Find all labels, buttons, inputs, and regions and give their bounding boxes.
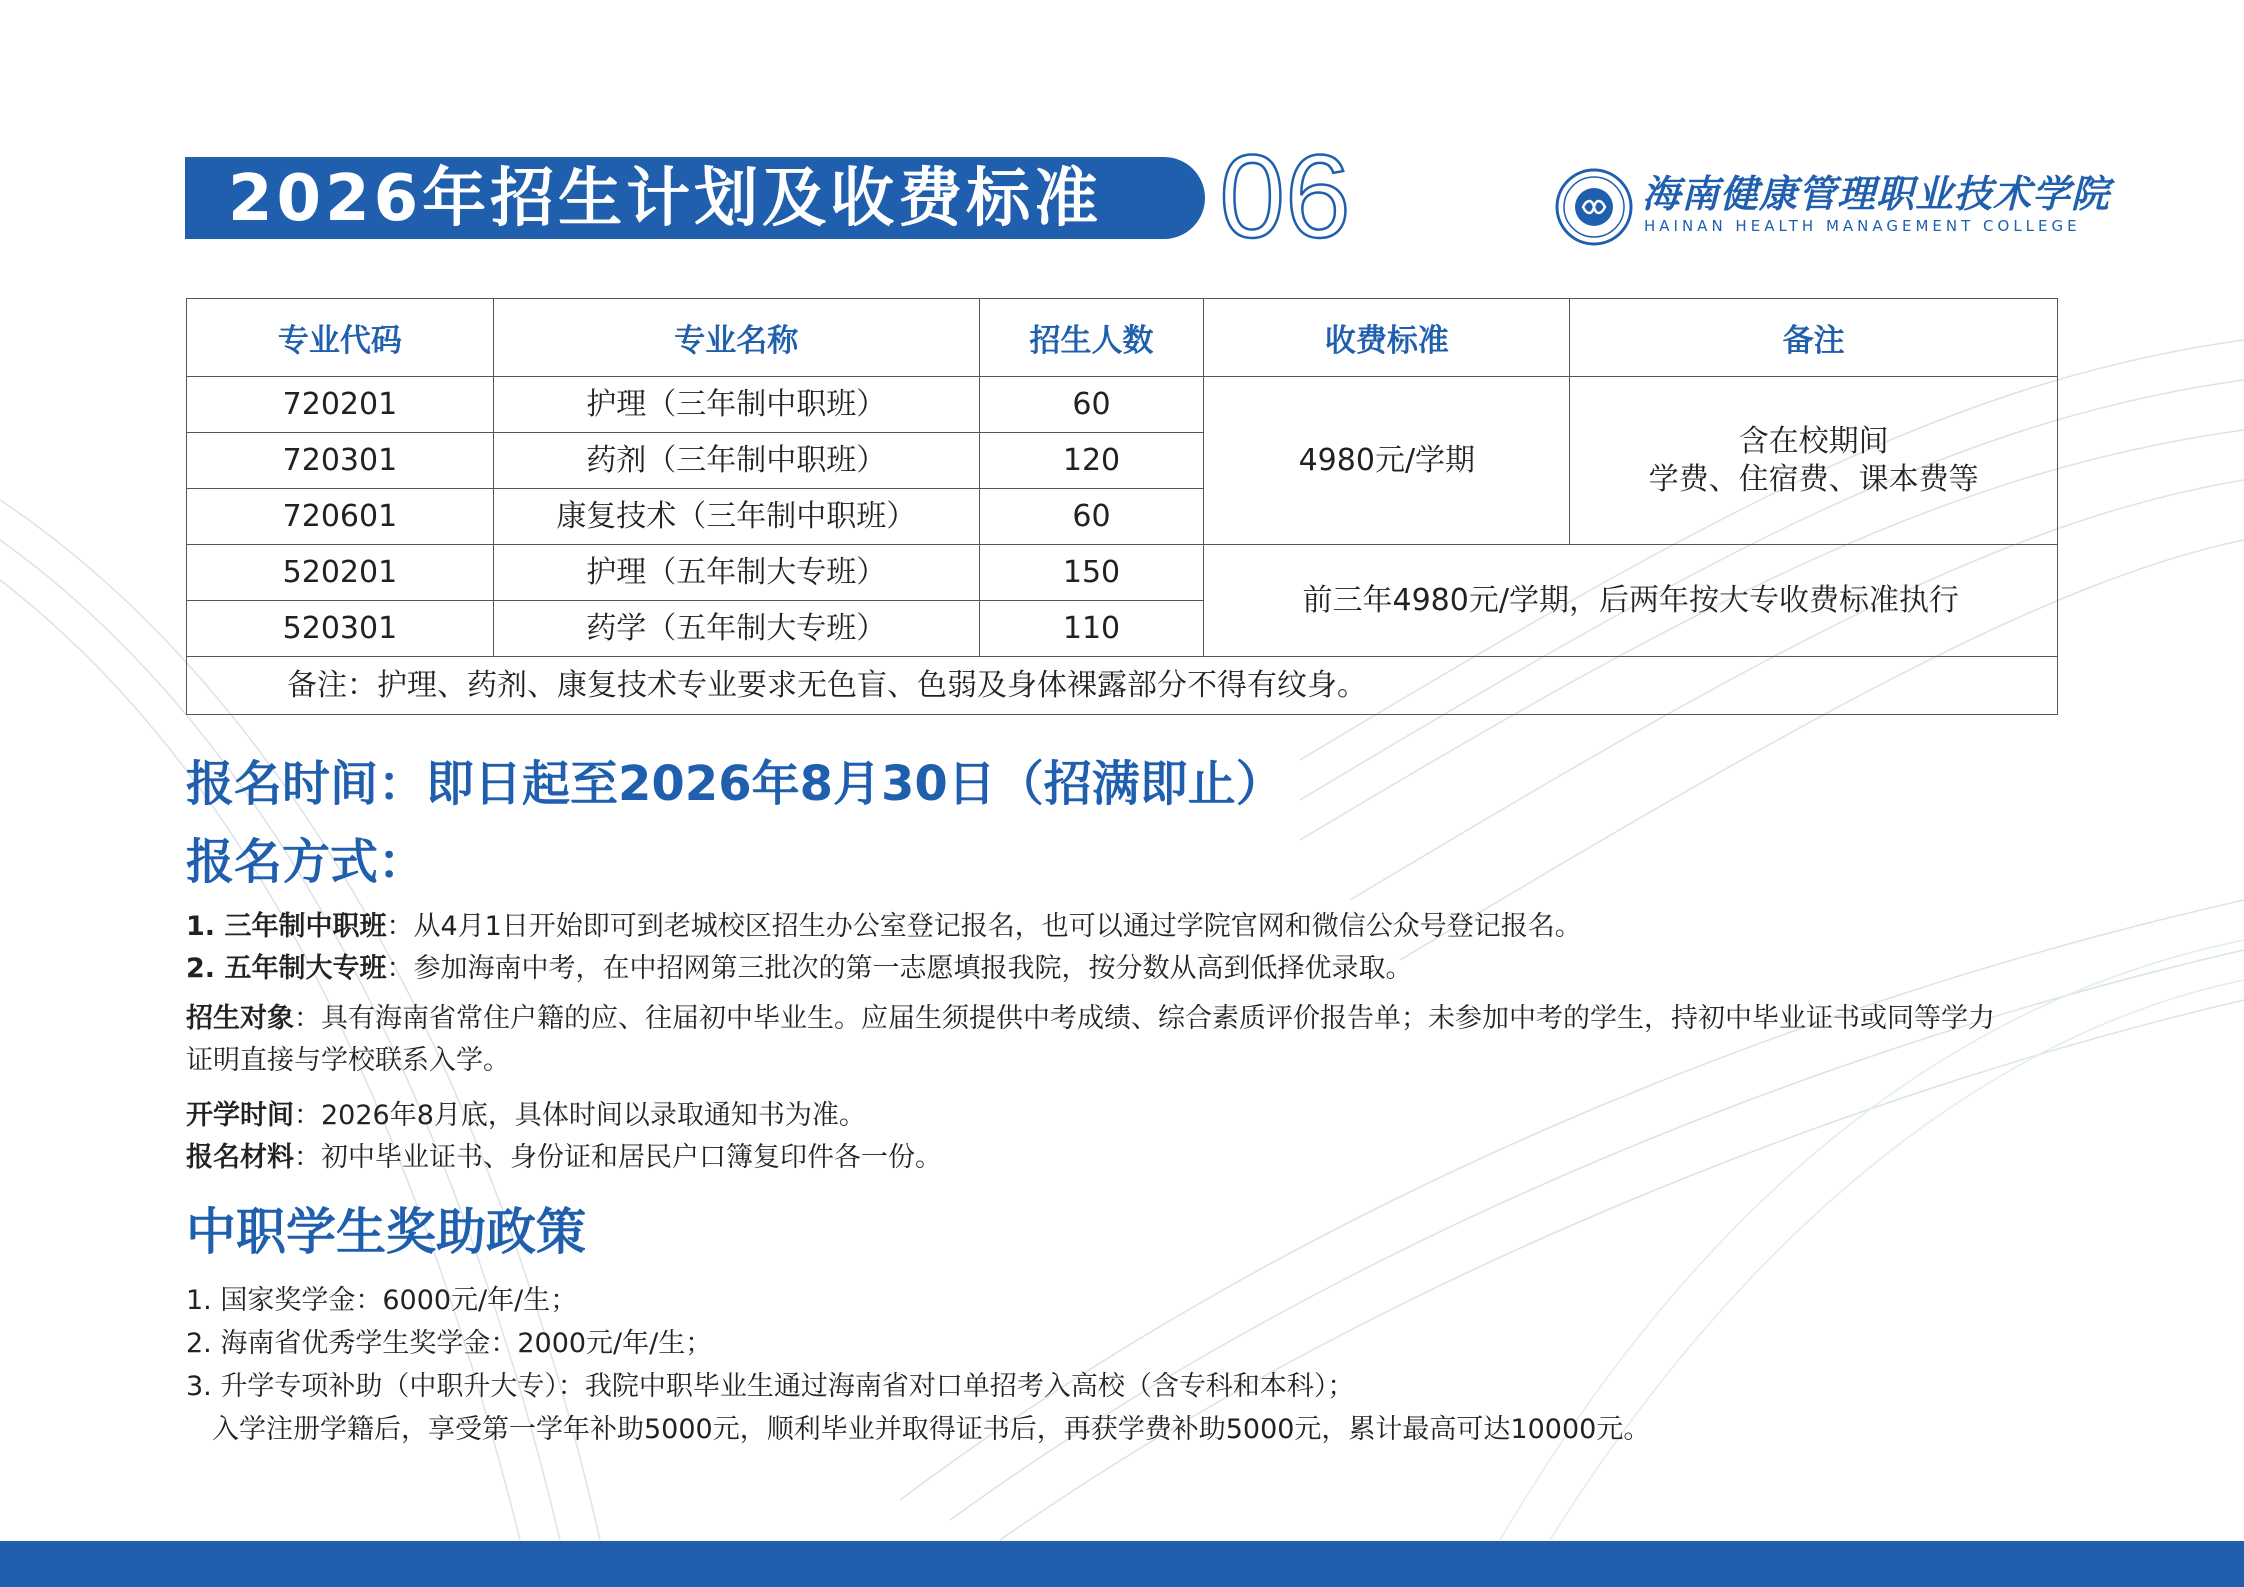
major-name: 护理（三年制中职班）	[493, 377, 979, 433]
enrollment-count: 110	[979, 601, 1204, 657]
table-note-row	[187, 657, 2058, 715]
method-item-1-text: ：从4月1日开始即可到老城校区招生办公室登记报名，也可以通过学院官网和微信公众号登记报名。	[386, 911, 1582, 942]
major-name: 药剂（三年制中职班）	[493, 433, 979, 489]
registration-materials	[186, 1137, 942, 1179]
enrollment-count: 150	[979, 545, 1204, 601]
registration-method-heading: 报名方式：	[186, 834, 427, 890]
major-name: 护理（五年制大专班）	[493, 545, 979, 601]
table-row	[187, 545, 2058, 601]
scholarship-item-3: 3. 升学专项补助（中职升大专）：我院中职毕业生通过海南省对口单招考入高校（含专科和本科）；	[186, 1371, 1355, 1402]
enrollment-target-label: 招生对象	[186, 1003, 294, 1034]
scholarship-item-1: 1. 国家奖学金：6000元/年/生；	[186, 1285, 578, 1316]
enrollment-count: 120	[979, 433, 1204, 489]
fee-five-year: 前三年4980元/学期，后两年按大专收费标准执行	[1204, 545, 2058, 657]
major-code: 720601	[187, 489, 494, 545]
table-row	[187, 377, 2058, 433]
registration-time-heading: 报名时间：即日起至2026年8月30日（招满即止）	[186, 756, 1284, 812]
major-name: 药学（五年制大专班）	[493, 601, 979, 657]
school-start-label: 开学时间	[186, 1100, 294, 1131]
method-item-2-text: ：参加海南中考，在中招网第三批次的第一志愿填报我院，按分数从高到低择优录取。	[386, 953, 1413, 984]
major-name: 康复技术（三年制中职班）	[493, 489, 979, 545]
enrollment-count: 60	[979, 489, 1204, 545]
page-title: 2026年招生计划及收费标准	[228, 162, 1103, 236]
header-fee-standard: 收费标准	[1204, 299, 1570, 377]
scholarship-item-3-cont: 入学注册学籍后，享受第一学年补助5000元，顺利毕业并取得证书后，再获学费补助5000元，累计最高可达10000元。	[212, 1414, 1651, 1445]
major-code: 720301	[187, 433, 494, 489]
registration-materials-text: ：初中毕业证书、身份证和居民户口簿复印件各一份。	[294, 1142, 942, 1173]
remark-cell	[1570, 377, 2058, 545]
enrollment-target-text: ：具有海南省常住户籍的应、往届初中毕业生。应届生须提供中考成绩、综合素质评价报告单；未参加中考的学生，持初中毕业证书或同等学力	[294, 1003, 1995, 1034]
page-number	[1215, 145, 1355, 250]
header-major-name: 专业名称	[493, 299, 979, 377]
method-item-1	[186, 906, 1582, 948]
enrollment-target-cont: 证明直接与学校联系入学。	[186, 1045, 510, 1076]
scholarship-heading: 中职学生奖助政策	[186, 1203, 586, 1261]
remark-line: 学费、住宿费、课本费等	[1648, 461, 1979, 497]
college-name-cn: 海南健康管理职业技术学院	[1642, 172, 2111, 216]
header-enrollment-count: 招生人数	[979, 299, 1204, 377]
school-start-text: ：2026年8月底，具体时间以录取通知书为准。	[294, 1100, 866, 1131]
major-code: 520301	[187, 601, 494, 657]
table-header-row	[187, 299, 2058, 377]
footer-bar	[0, 1541, 2244, 1587]
remark-line: 含在校期间	[1738, 423, 1889, 459]
scholarship-item-2: 2. 海南省优秀学生奖学金：2000元/年/生；	[186, 1328, 713, 1359]
enrollment-fee-table	[186, 298, 2058, 715]
method-item-2-label: 2. 五年制大专班	[186, 953, 387, 984]
school-start	[186, 1095, 866, 1137]
enrollment-target	[186, 998, 1995, 1040]
header-remarks: 备注	[1570, 299, 2058, 377]
method-item-1-label: 1. 三年制中职班	[186, 911, 387, 942]
registration-materials-label: 报名材料	[186, 1142, 294, 1173]
fee-three-year: 4980元/学期	[1204, 377, 1570, 545]
college-name-en: HAINAN HEALTH MANAGEMENT COLLEGE	[1644, 217, 2081, 235]
page-number-text: 06	[1219, 145, 1351, 250]
college-emblem-icon	[1555, 168, 1633, 246]
table-note: 备注：护理、药剂、康复技术专业要求无色盲、色弱及身体裸露部分不得有纹身。	[187, 657, 2058, 715]
header-major-code: 专业代码	[187, 299, 494, 377]
major-code: 520201	[187, 545, 494, 601]
enrollment-count: 60	[979, 377, 1204, 433]
major-code: 720201	[187, 377, 494, 433]
method-item-2	[186, 948, 1412, 990]
